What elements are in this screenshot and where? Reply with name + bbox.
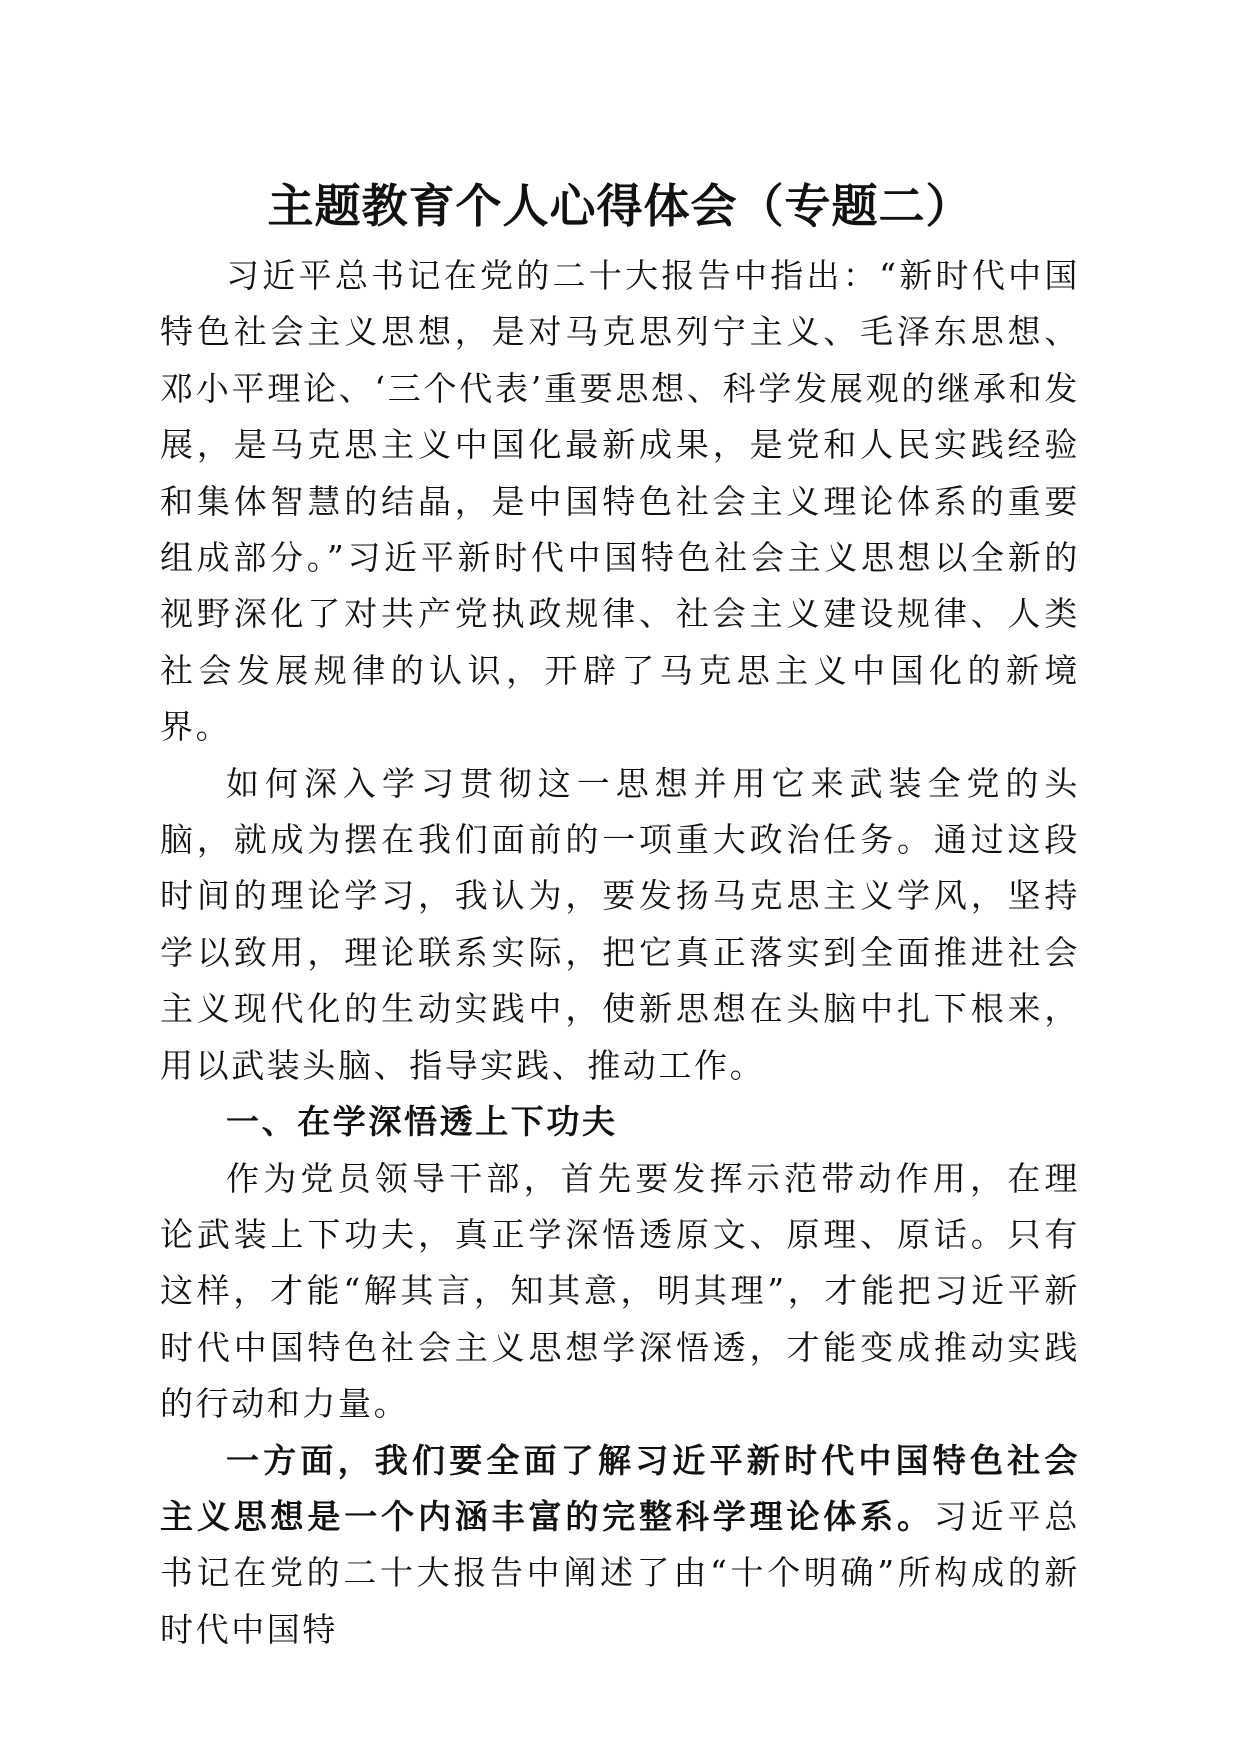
paragraph-point-1 xyxy=(160,1433,1080,1659)
document-title: 主题教育个人心得体会（专题二） xyxy=(267,179,973,233)
paragraph-intro: 习近平总书记在党的二十大报告中指出：“新时代中国特色社会主义思想，是对马克思列宁主义、毛泽东思想、邓小平理论、‘三个代表’重要思想、科学发展观的继承和发展，是马克思主义中国化最新成果，是党和人民实践经验和集体智慧的结晶，是中国特色社会主义理论体系的重要组成部分。”习近平新时代中国特色社会主义思想以全新的视野深化了对共产党执政规律、社会主义建设规律、人类社会发展规律的认识，开辟了马克思主义中国化的新境界。 xyxy=(160,256,1080,747)
point-1-bold-lead: 一方面，我们要全面了解习近平新时代中国特色社会主义思想是一个内涵丰富的完整科学理论体系。 xyxy=(160,1440,1080,1536)
paragraph-section-1: 作为党员领导干部，首先要发挥示范带动作用，在理论武装上下功夫，真正学深悟透原文、原理、原话。只有这样，才能“解其言，知其意，明其理”，才能把习近平新时代中国特色社会主义思想学深悟透，才能变成推动实践的行动和力量。 xyxy=(160,1158,1080,1424)
document-body xyxy=(160,248,1080,1658)
section-heading: 一、在学深悟透上下功夫 xyxy=(226,1102,618,1142)
paragraph-study-task: 如何深入学习贯彻这一思想并用它来武装全党的头脑，就成为摆在我们面前的一项重大政治任务。通过这段时间的理论学习，我认为，要发扬马克思主义学风，坚持学以致用，理论联系实际，把它真正落实到全面推进社会主义现代化的生动实践中，使新思想在头脑中扎下根来，用以武装头脑、指导实践、推动工作。 xyxy=(160,763,1080,1085)
point-1-text: 习近平总书记在党的二十大报告中阐述了由“十个明确”所构成的新时代中国特 xyxy=(160,1496,1080,1649)
